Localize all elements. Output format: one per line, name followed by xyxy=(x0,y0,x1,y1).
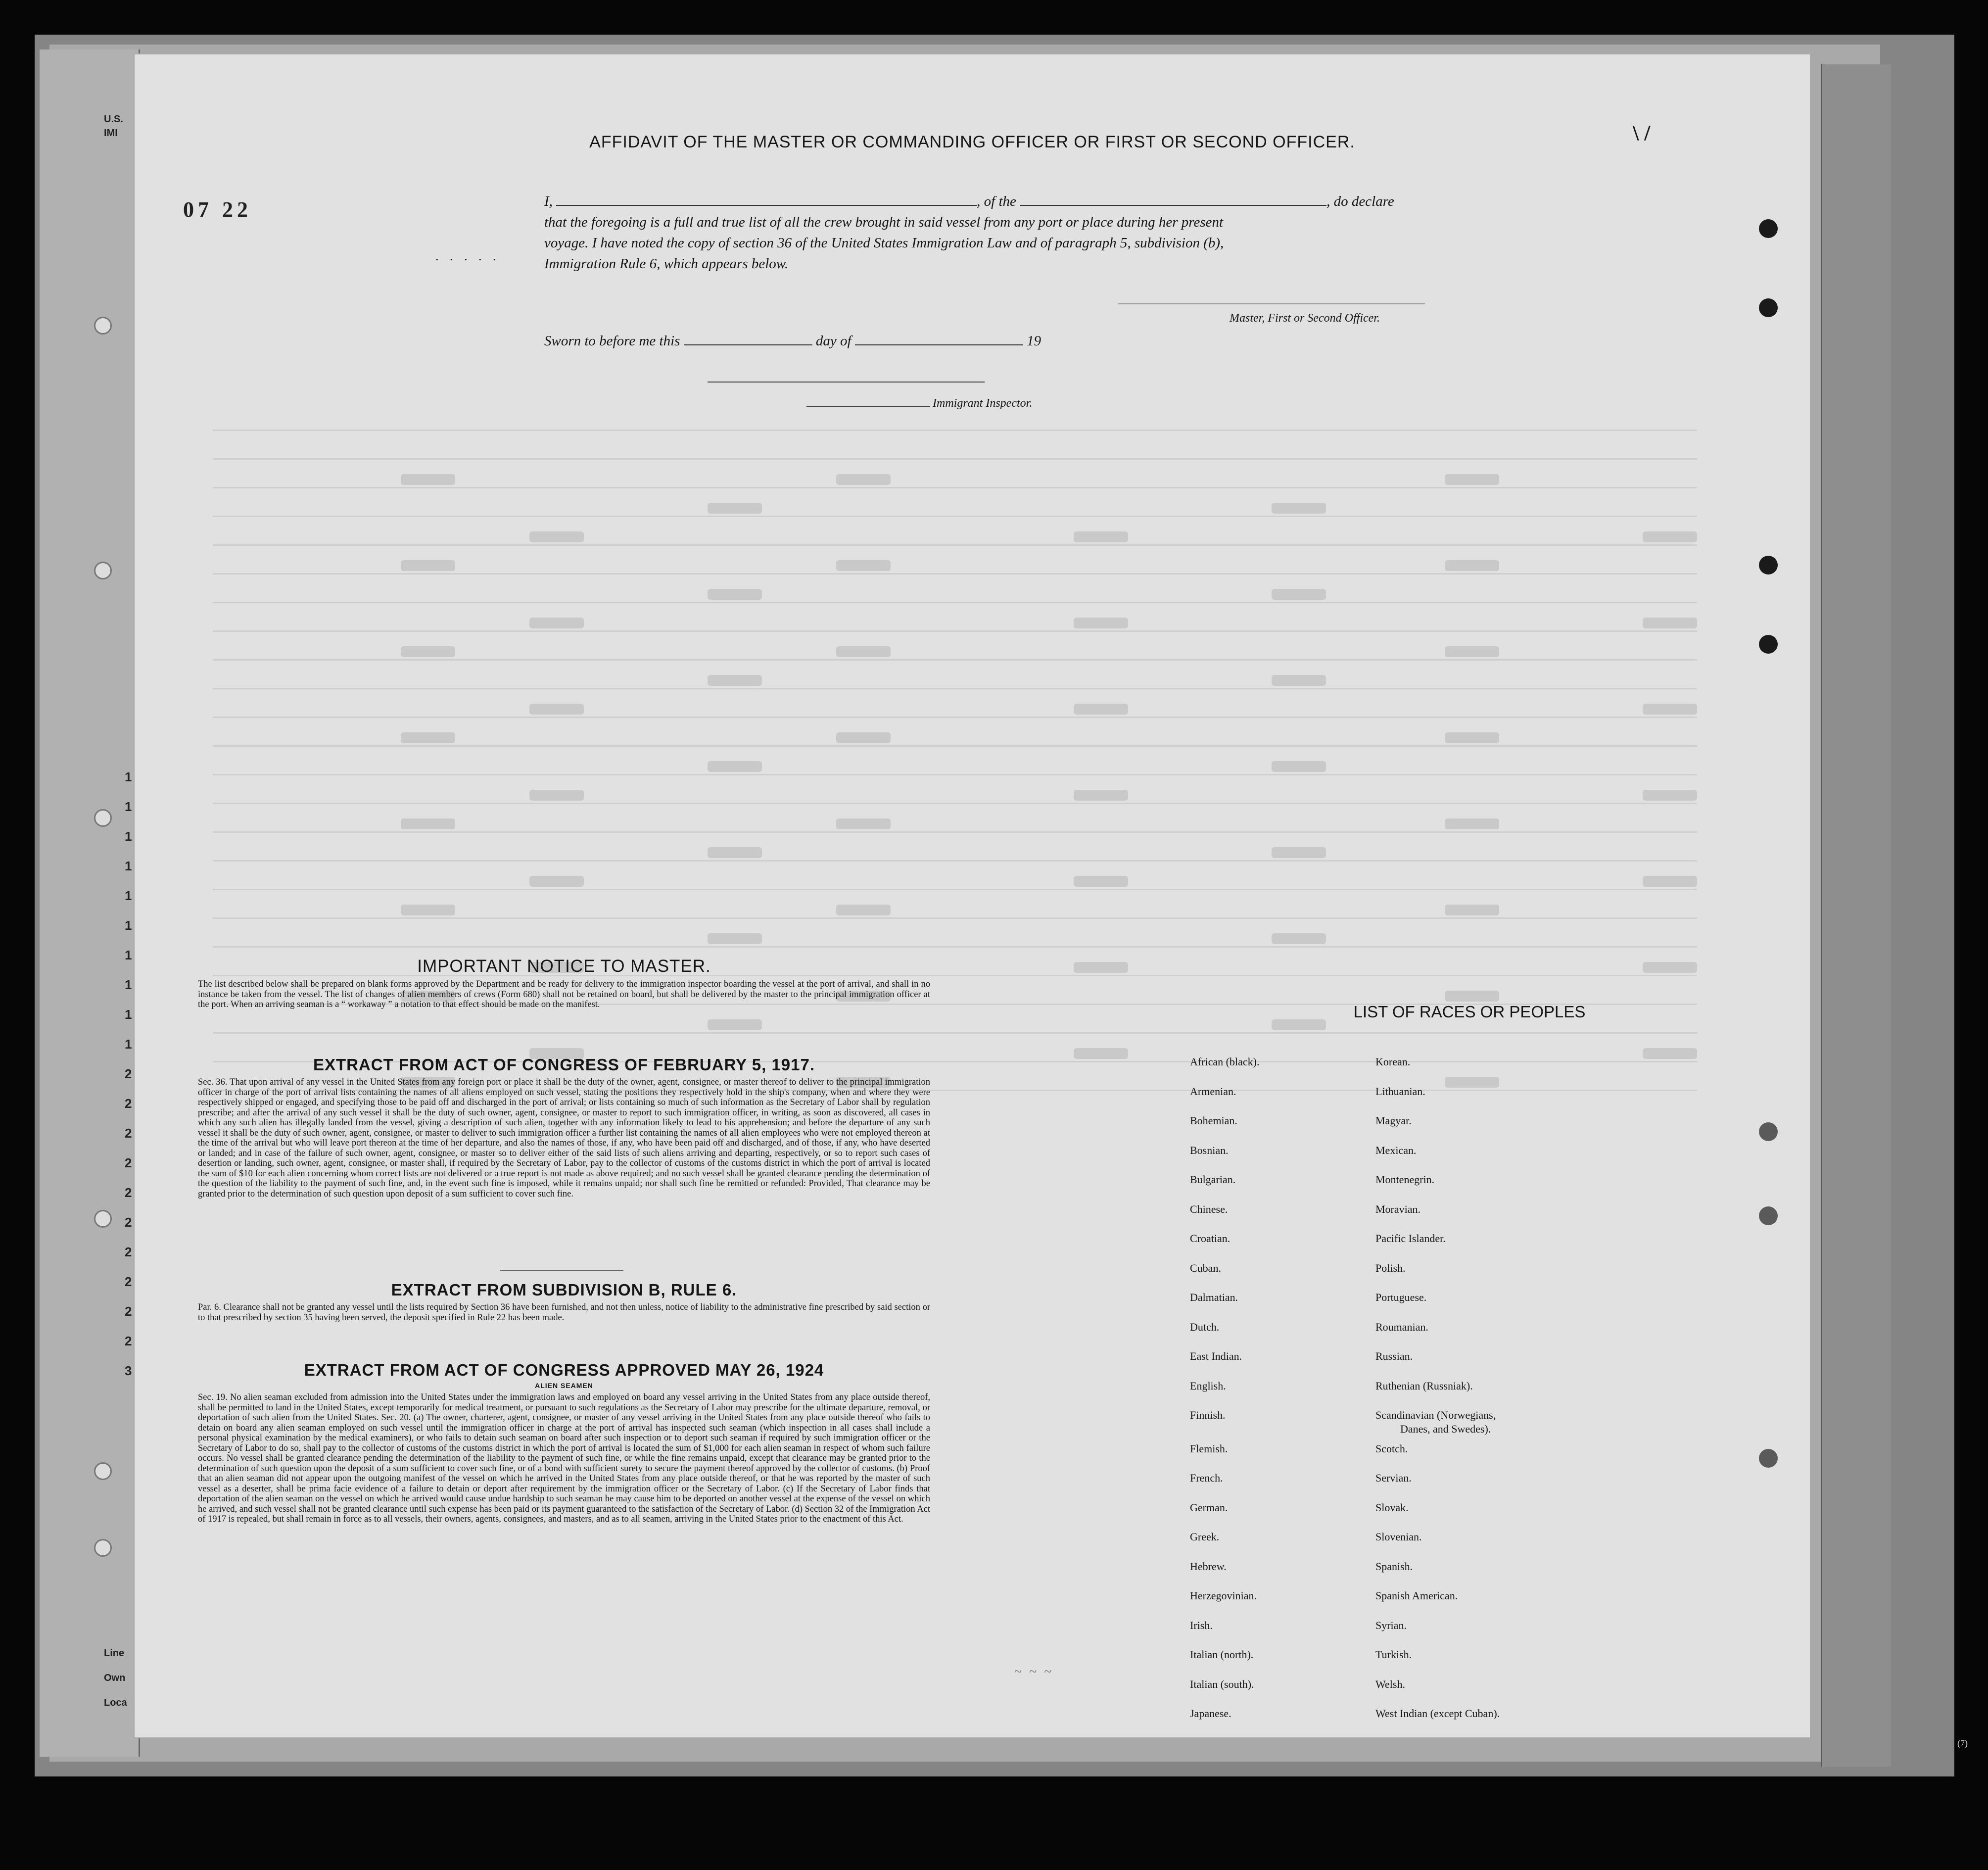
race-item: Bulgarian. xyxy=(1190,1173,1236,1186)
notice-heading: EXTRACT FROM ACT OF CONGRESS APPROVED MAY 26, 1924 xyxy=(304,1361,824,1379)
bleed-through-mark xyxy=(401,905,455,915)
bleed-through-mark xyxy=(401,474,455,485)
sworn-month-field[interactable] xyxy=(855,344,1023,345)
bleed-through-mark xyxy=(1445,560,1499,571)
bleed-through-mark xyxy=(529,531,584,542)
race-item: Moravian. xyxy=(1375,1202,1421,1215)
page-mark: (7) xyxy=(1957,1738,1968,1748)
binder-hole xyxy=(94,1210,112,1228)
bleed-through-mark xyxy=(1074,1048,1128,1059)
signature-label: Master, First or Second Officer. xyxy=(1230,312,1380,325)
margin-row-number: 1 xyxy=(125,918,132,933)
margin-text: Own xyxy=(104,1673,126,1683)
margin-text: U.S. xyxy=(104,114,123,125)
margin-row-number: 1 xyxy=(125,977,132,992)
bleed-through-row xyxy=(213,487,1697,488)
bleed-through-mark xyxy=(708,503,762,514)
affidavit-body xyxy=(544,191,1583,274)
notice-text: Sec. 36. That upon arrival of any vessel in the United States from any foreign port or place it shall be the duty of the owner, agent, consignee, or master thereof to deliver to the principal immigration officer in charge of the port of arrival lists containing the names of all aliens employed on such vessel, stating the positions they respectively hold in the ship's company, when and where they were respectively shipped or engaged, and specifying those to be paid off and discharged in the port of arrival; or lists containing so much of such information as the Secretary of Labor shall by regulation prescribe; and after the arrival of any such vessel it shall be the duty of such owner, agent, consignee, or master to report to such immigration officer, in writing, as soon as discovered, all cases in which any such alien has illegally landed from the vessel, giving a description of such alien, together with any information likely to lead to his apprehension; and before the departure of any such vessel it shall be the duty of such owner, agent, consignee, or master to deliver to such immigration officer a further list containing the names of all alien employees who were not employed thereon at the time of the arrival but who will leave port thereon at the time of her departure, and also the names of those, if any, who have been paid off and discharged, and of those, if any, who have deserted or landed; and in case of the failure of such owner, agent, consignee, or master so to deliver either of the said lists of such aliens arriving and departing, respectively, or so to report such cases of desertion or landing, such owner, agent, consignee, or master shall, if required by the Secretary of Labor, pay to the collector of customs of the customs district in which the port of arrival is located the sum of $10 for each alien concerning whom correct lists are not delivered or a true report is not made as above required; and no such vessel shall be granted clearance pending the determination of the question of the liability to the payment of such fine, and, in the event such fine is imposed, while it remains unpaid; nor shall such fine be remitted or refunded: Provided, That clearance may be granted prior to the determination of such question upon deposit of a sum sufficient to cover such fine. xyxy=(198,1077,930,1199)
bleed-through-mark xyxy=(401,818,455,829)
corner-marks: \ / xyxy=(1633,121,1651,145)
race-item: Bohemian. xyxy=(1190,1114,1237,1127)
bleed-through-mark xyxy=(1272,503,1326,514)
bleed-through-mark xyxy=(1643,704,1697,715)
bleed-through-mark xyxy=(1445,474,1499,485)
bleed-through-mark xyxy=(1445,818,1499,829)
binder-hole xyxy=(94,317,112,335)
race-item: Japanese. xyxy=(1190,1707,1231,1720)
race-item: Greek. xyxy=(1190,1531,1220,1543)
bleed-through-row xyxy=(213,516,1697,517)
race-item: Ruthenian (Russniak). xyxy=(1375,1379,1473,1392)
race-item: Cuban. xyxy=(1190,1261,1221,1274)
bleed-through-row xyxy=(213,745,1697,747)
bleed-through-row xyxy=(213,688,1697,689)
race-item: Spanish American. xyxy=(1375,1589,1458,1602)
bleed-through-mark xyxy=(708,589,762,600)
bleed-through-mark xyxy=(1445,1077,1499,1088)
margin-row-number: 2 xyxy=(125,1066,132,1081)
binder-hole xyxy=(94,562,112,579)
race-item: French. xyxy=(1190,1472,1223,1484)
bleed-through-mark xyxy=(1074,790,1128,801)
bleed-through-mark xyxy=(1272,589,1326,600)
bleed-through-mark xyxy=(836,905,891,915)
bleed-through-mark xyxy=(708,675,762,686)
bleed-through-row xyxy=(213,860,1697,862)
bleed-through-mark xyxy=(529,618,584,628)
divider xyxy=(500,1270,623,1271)
bleed-through-mark xyxy=(1272,761,1326,772)
dot-leader: . . . . . xyxy=(435,249,500,263)
race-item: Italian (south). xyxy=(1190,1678,1254,1690)
race-item: Korean. xyxy=(1375,1055,1411,1068)
manifest-sheet xyxy=(134,53,1968,1748)
sworn-text: Sworn to before me this xyxy=(544,333,680,349)
extract-act-1917 xyxy=(198,1055,930,1199)
race-item: Italian (north). xyxy=(1190,1648,1254,1661)
bleed-through-row xyxy=(213,458,1697,460)
margin-row-number: 3 xyxy=(125,1363,132,1378)
affidavit-text: , do declare xyxy=(1326,193,1394,209)
race-item: Finnish. xyxy=(1190,1409,1226,1421)
bleed-through-mark xyxy=(1074,962,1128,973)
sworn-text: 19 xyxy=(1027,333,1041,349)
margin-text: Line xyxy=(104,1648,125,1659)
bleed-through-row xyxy=(213,602,1697,603)
race-item: Croatian. xyxy=(1190,1232,1231,1245)
bleed-through-row xyxy=(213,946,1697,948)
margin-row-number: 1 xyxy=(125,948,132,962)
race-item: Spanish. xyxy=(1375,1560,1413,1573)
bleed-through-mark xyxy=(836,646,891,657)
margin-row-number: 2 xyxy=(125,1304,132,1319)
margin-row-number: 1 xyxy=(125,829,132,844)
race-item: West Indian (except Cuban). xyxy=(1375,1707,1500,1720)
bleed-through-row xyxy=(213,803,1697,804)
binder-hole xyxy=(94,1539,112,1557)
bleed-through-row xyxy=(213,573,1697,575)
name-field[interactable] xyxy=(556,205,977,206)
race-item: Scotch. xyxy=(1375,1442,1408,1455)
inspector-label: Immigrant Inspector. xyxy=(933,397,1033,410)
bleed-through-mark xyxy=(1074,531,1128,542)
race-item: Dutch. xyxy=(1190,1320,1220,1333)
race-item: Mexican. xyxy=(1375,1144,1417,1156)
race-item-continuation: Danes, and Swedes). xyxy=(1400,1423,1491,1435)
race-item: Chinese. xyxy=(1190,1202,1228,1215)
race-item: Pacific Islander. xyxy=(1375,1232,1446,1245)
bleed-through-mark xyxy=(836,474,891,485)
bleed-through-mark xyxy=(529,704,584,715)
bleed-through-mark xyxy=(1643,531,1697,542)
bleed-through-mark xyxy=(1272,675,1326,686)
affidavit-text: I, xyxy=(544,193,553,209)
bleed-through-row xyxy=(213,1032,1697,1034)
bleed-through-row xyxy=(213,889,1697,890)
sworn-day-field[interactable] xyxy=(684,344,812,345)
margin-row-number: 1 xyxy=(125,1007,132,1022)
margin-row-number: 2 xyxy=(125,1155,132,1170)
race-item: Servian. xyxy=(1375,1472,1412,1484)
bleed-through-mark xyxy=(1445,905,1499,915)
bleed-through-mark xyxy=(708,933,762,944)
bleed-through-mark xyxy=(529,790,584,801)
bleed-through-mark xyxy=(401,732,455,743)
notice-heading: EXTRACT FROM ACT OF CONGRESS OF FEBRUARY 5, 1917. xyxy=(313,1055,815,1074)
race-item: Russian. xyxy=(1375,1350,1413,1362)
notice-text: Sec. 19. No alien seaman excluded from admission into the United States under the immigration laws and employed on board any vessel arriving in the United States from any place outside thereof, shall be permitted to land in the United States, except temporarily for medical treatment, or pursuant to such regulations as the Secretary of Labor may prescribe for the ultimate departure, removal, or deportation of such alien from the United States. Sec. 20. (a) The owner, charterer, agent, consignee, or master of any vessel arriving in the United States from any place outside thereof who fails to detain on board any alien seaman employed on such vessel until the immigration officer in charge at the port of arrival has inspected such seaman (which inspection in all cases shall include a personal physical examination by the medical examiners), or who fails to detain such seaman on board after such inspection or to deport such seaman if required by such immigration officer or the Secretary of Labor to do so, shall pay to the collector of customs of the customs district in which the port of arrival is located the sum of $1,000 for each alien seaman in respect of whom such failure occurs. No vessel shall be granted clearance pending the determination of the liability to the payment of such fine, or while the fine remains unpaid, except that clearance may be granted prior to the determination of such question upon the deposit of a sum sufficient to cover such fine, or of a bond with sufficient surety to secure the payment thereof approved by the collector of customs. (b) Proof that an alien seaman did not appear upon the outgoing manifest of the vessel on which he arrived in the United States from any place outside thereof, or that he was reported by the master of such vessel as a deserter, shall be prima facie evidence of a failure to detain or deport after requirement by the immigration officer or the Secretary of Labor. (c) If the Secretary of Labor finds that deportation of the alien seaman on the vessel on which he arrived would cause undue hardship to such seaman he may cause him to be deported on another vessel at the expense of the vessel on which he arrived, and such vessel shall not be granted clearance until such expense has been paid or its payment guaranteed to the satisfaction of the Secretary of Labor. (d) Section 32 of the Immigration Act of 1917 is repealed, but shall remain in force as to all vessels, their owners, agents, consignees, and masters, and as to all seamen, arriving in the United States prior to the enactment of this Act. xyxy=(198,1392,930,1524)
bleed-through-mark xyxy=(1272,933,1326,944)
affidavit-text: that the foregoing is a full and true list of all the crew brought in said vessel from any port or place during her present xyxy=(544,214,1224,230)
punch-hole xyxy=(1759,219,1778,238)
race-item: English. xyxy=(1190,1379,1226,1392)
punch-hole xyxy=(1759,1122,1778,1141)
bleed-through-mark xyxy=(836,732,891,743)
bleed-through-mark xyxy=(1445,991,1499,1002)
bleed-through-mark xyxy=(836,818,891,829)
margin-row-number: 2 xyxy=(125,1215,132,1230)
inspector-signature-line[interactable] xyxy=(708,382,985,383)
race-item: Dalmatian. xyxy=(1190,1291,1238,1303)
races-title: LIST OF RACES OR PEOPLES xyxy=(1353,1003,1586,1021)
bleed-through-mark xyxy=(1272,847,1326,858)
margin-row-number: 1 xyxy=(125,1037,132,1052)
sworn-text: day of xyxy=(815,333,852,349)
sworn-line xyxy=(544,333,1041,349)
ink-smudge: ~ ~ ~ xyxy=(1014,1664,1054,1679)
punch-hole xyxy=(1759,635,1778,654)
notice-text: The list described below shall be prepared on blank forms approved by the Department and be ready for delivery to the immigration inspector boarding the vessel at the port of arrival, and shall in no instance be taken from the vessel. The list of changes of alien members of crews (Form 680) shall not be retained on board, but shall be delivered by the master to the principal immigration officer at the port. When an arriving seaman is a “ workaway ” a notation to that effect should be made on the manifest. xyxy=(198,979,930,1009)
race-item: Flemish. xyxy=(1190,1442,1228,1455)
bleed-through-row xyxy=(213,430,1697,431)
bleed-through-mark xyxy=(401,560,455,571)
bleed-through-row xyxy=(213,717,1697,718)
bleed-through-row xyxy=(213,831,1697,833)
notice-text: Par. 6. Clearance shall not be granted any vessel until the lists required by Section 36 have been furnished, and not then unless, notice of liability to the administrative fine prescribed by said section or to that prescribed by section 35 having been served, the deposit specified in Rule 22 has been made. xyxy=(198,1302,930,1323)
vessel-field[interactable] xyxy=(1020,205,1326,206)
race-item: Lithuanian. xyxy=(1375,1085,1425,1098)
bleed-through-mark xyxy=(1643,618,1697,628)
affidavit-text: voyage. I have noted the copy of section 36 of the United States Immigration Law and of paragraph 5, subdivision (b), xyxy=(544,235,1224,251)
race-item: Welsh. xyxy=(1375,1678,1405,1690)
race-item: Irish. xyxy=(1190,1619,1213,1631)
race-item: Armenian. xyxy=(1190,1085,1236,1098)
margin-row-number: 1 xyxy=(125,769,132,784)
bleed-through-mark xyxy=(1074,704,1128,715)
affidavit-text: Immigration Rule 6, which appears below. xyxy=(544,256,789,272)
bleed-through-mark xyxy=(1445,646,1499,657)
margin-row-number: 2 xyxy=(125,1185,132,1200)
punch-hole xyxy=(1759,1206,1778,1225)
binder-hole xyxy=(94,809,112,827)
bleed-through-mark xyxy=(1643,790,1697,801)
notice-subheading: ALIEN SEAMEN xyxy=(535,1382,593,1390)
race-item: German. xyxy=(1190,1501,1228,1514)
notice-to-master xyxy=(198,957,930,1010)
race-item: Polish. xyxy=(1375,1261,1406,1274)
inspector-signature-line xyxy=(806,406,930,407)
race-item: Bosnian. xyxy=(1190,1144,1229,1156)
bleed-through-mark xyxy=(708,847,762,858)
extract-act-1924 xyxy=(198,1361,930,1525)
bleed-through-row xyxy=(213,917,1697,919)
margin-row-number: 2 xyxy=(125,1096,132,1111)
bleed-through-mark xyxy=(1074,876,1128,887)
race-item: Hebrew. xyxy=(1190,1560,1227,1573)
race-item: Portuguese. xyxy=(1375,1291,1427,1303)
margin-row-number: 2 xyxy=(125,1274,132,1289)
notice-heading: IMPORTANT NOTICE TO MASTER. xyxy=(417,957,711,976)
bleed-through-row xyxy=(213,774,1697,775)
bleed-through-mark xyxy=(708,761,762,772)
bleed-through-mark xyxy=(1643,876,1697,887)
race-item: Herzegovinian. xyxy=(1190,1589,1257,1602)
bleed-through-mark xyxy=(1643,962,1697,973)
margin-text: Loca xyxy=(104,1697,127,1708)
margin-text: IMI xyxy=(104,128,118,139)
race-item: Magyar. xyxy=(1375,1114,1412,1127)
margin-row-number: 2 xyxy=(125,1245,132,1259)
notice-heading: EXTRACT FROM SUBDIVISION B, RULE 6. xyxy=(391,1281,737,1299)
race-item: Slovenian. xyxy=(1375,1531,1422,1543)
race-item: African (black). xyxy=(1190,1055,1260,1068)
extract-rule-6 xyxy=(198,1281,930,1323)
race-item: Turkish. xyxy=(1375,1648,1412,1661)
punch-hole xyxy=(1759,298,1778,317)
bleed-through-row xyxy=(213,659,1697,661)
bleed-through-mark xyxy=(836,560,891,571)
left-page-edge xyxy=(40,49,140,1757)
right-page-edge xyxy=(1821,64,1891,1767)
margin-row-number: 1 xyxy=(125,888,132,903)
bleed-through-row xyxy=(213,630,1697,632)
stamp-number: 07 22 xyxy=(183,197,252,222)
race-item: Scandinavian (Norwegians, xyxy=(1375,1409,1496,1421)
bleed-through-mark xyxy=(1643,1048,1697,1059)
race-item: Montenegrin. xyxy=(1375,1173,1435,1186)
race-item: Roumanian. xyxy=(1375,1320,1428,1333)
margin-row-number: 2 xyxy=(125,1126,132,1141)
race-item: Syrian. xyxy=(1375,1619,1407,1631)
bleed-through-mark xyxy=(708,1019,762,1030)
bleed-through-mark xyxy=(401,646,455,657)
bleed-through-mark xyxy=(529,876,584,887)
punch-hole xyxy=(1759,556,1778,575)
race-item: Slovak. xyxy=(1375,1501,1409,1514)
margin-row-number: 2 xyxy=(125,1334,132,1348)
bleed-through-mark xyxy=(1074,618,1128,628)
binder-hole xyxy=(94,1462,112,1480)
bleed-through-row xyxy=(213,544,1697,546)
margin-row-number: 1 xyxy=(125,859,132,873)
affidavit-title: AFFIDAVIT OF THE MASTER OR COMMANDING OFFICER OR FIRST OR SECOND OFFICER. xyxy=(589,133,1355,151)
signature-line[interactable] xyxy=(1118,303,1425,304)
affidavit-text: , of the xyxy=(977,193,1016,209)
bleed-through-mark xyxy=(1445,732,1499,743)
race-item: East Indian. xyxy=(1190,1350,1242,1362)
punch-hole xyxy=(1759,1449,1778,1468)
margin-row-number: 1 xyxy=(125,799,132,814)
